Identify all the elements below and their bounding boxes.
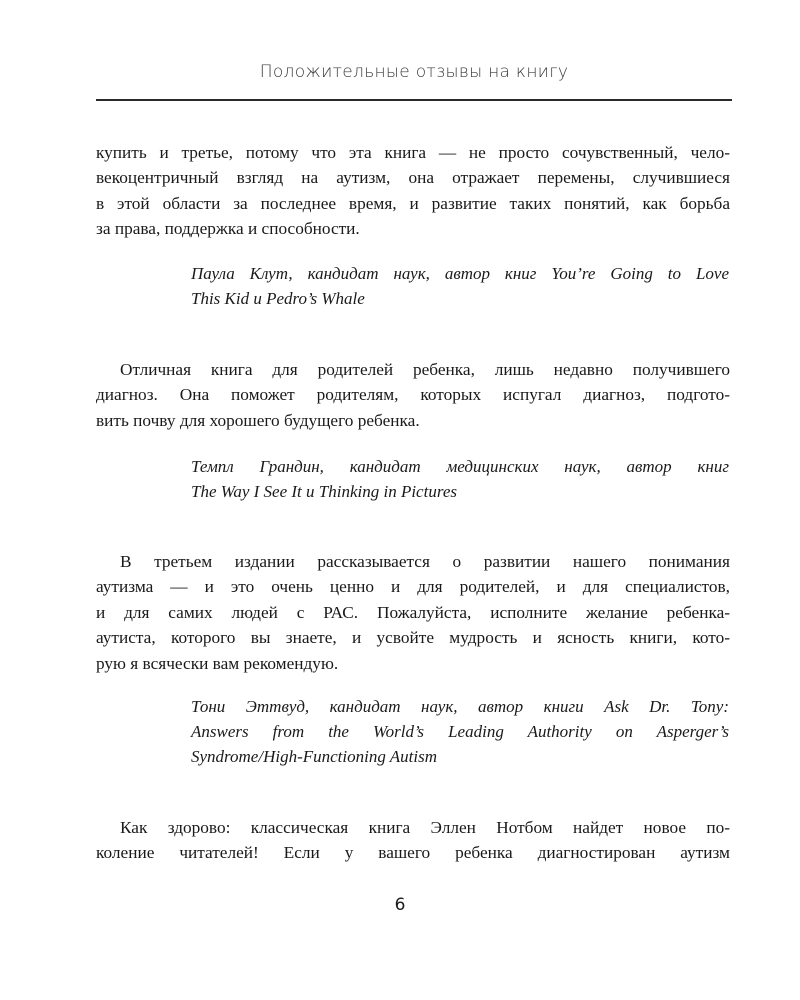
- review-attribution-2: [191, 454, 729, 504]
- text-line: аутизма — и это очень ценно и для родителей, и для специалистов,: [96, 577, 730, 597]
- text-line: векоцентричный взгляд на аутизм, она отражает перемены, случившиеся: [96, 168, 730, 188]
- review-paragraph-2: [96, 357, 730, 433]
- review-paragraph-4: [96, 815, 730, 866]
- attribution-line: The Way I See It и Thinking in Pictures: [191, 482, 457, 501]
- review-attribution-1: [191, 261, 729, 311]
- review-paragraph-3: [96, 549, 730, 676]
- text-line: аутиста, которого вы знаете, и усвойте мудрость и ясность книги, кото-: [96, 628, 730, 648]
- text-line: диагноз. Она поможет родителям, которых испугал диагноз, подгото-: [96, 385, 730, 405]
- attribution-line: Темпл Грандин, кандидат медицинских наук, автор книг: [191, 457, 729, 476]
- attribution-line: Паула Клут, кандидат наук, автор книг You’re Going to Love: [191, 264, 729, 283]
- text-line: рую я всячески вам рекомендую.: [96, 653, 339, 673]
- attribution-line: Answers from the World’s Leading Authority on Asperger’s: [191, 722, 729, 741]
- text-line: В третьем издании рассказывается о развитии нашего понимания: [120, 552, 730, 571]
- header-rule: [96, 99, 732, 101]
- text-line: в этой области за последнее время, и развитие таких понятий, как борьба: [96, 193, 730, 213]
- running-head: Положительные отзывы на книгу: [259, 62, 569, 82]
- text-line: и для самих людей с РАС. Пожалуйста, исполните желание ребенка-: [96, 602, 730, 622]
- page-number: 6: [394, 895, 406, 915]
- attribution-line: Тони Эттвуд, кандидат наук, автор книги Ask Dr. Tony:: [191, 697, 729, 716]
- review-attribution-3: [191, 694, 729, 769]
- text-line: за права, поддержка и способности.: [96, 219, 360, 239]
- attribution-line: This Kid и Pedro’s Whale: [191, 289, 365, 308]
- attribution-line: Syndrome/High-Functioning Autism: [191, 747, 438, 766]
- text-line: вить почву для хорошего будущего ребенка.: [96, 410, 420, 430]
- text-line: Отличная книга для родителей ребенка, лишь недавно получившего: [120, 360, 730, 379]
- text-line: Как здорово: классическая книга Эллен Нотбом найдет новое по-: [120, 818, 730, 837]
- text-line: коление читателей! Если у вашего ребенка диагностирован аутизм: [96, 843, 730, 863]
- text-line: купить и третье, потому что эта книга — не просто сочувственный, чело-: [96, 143, 730, 162]
- review-paragraph-1: [96, 140, 730, 242]
